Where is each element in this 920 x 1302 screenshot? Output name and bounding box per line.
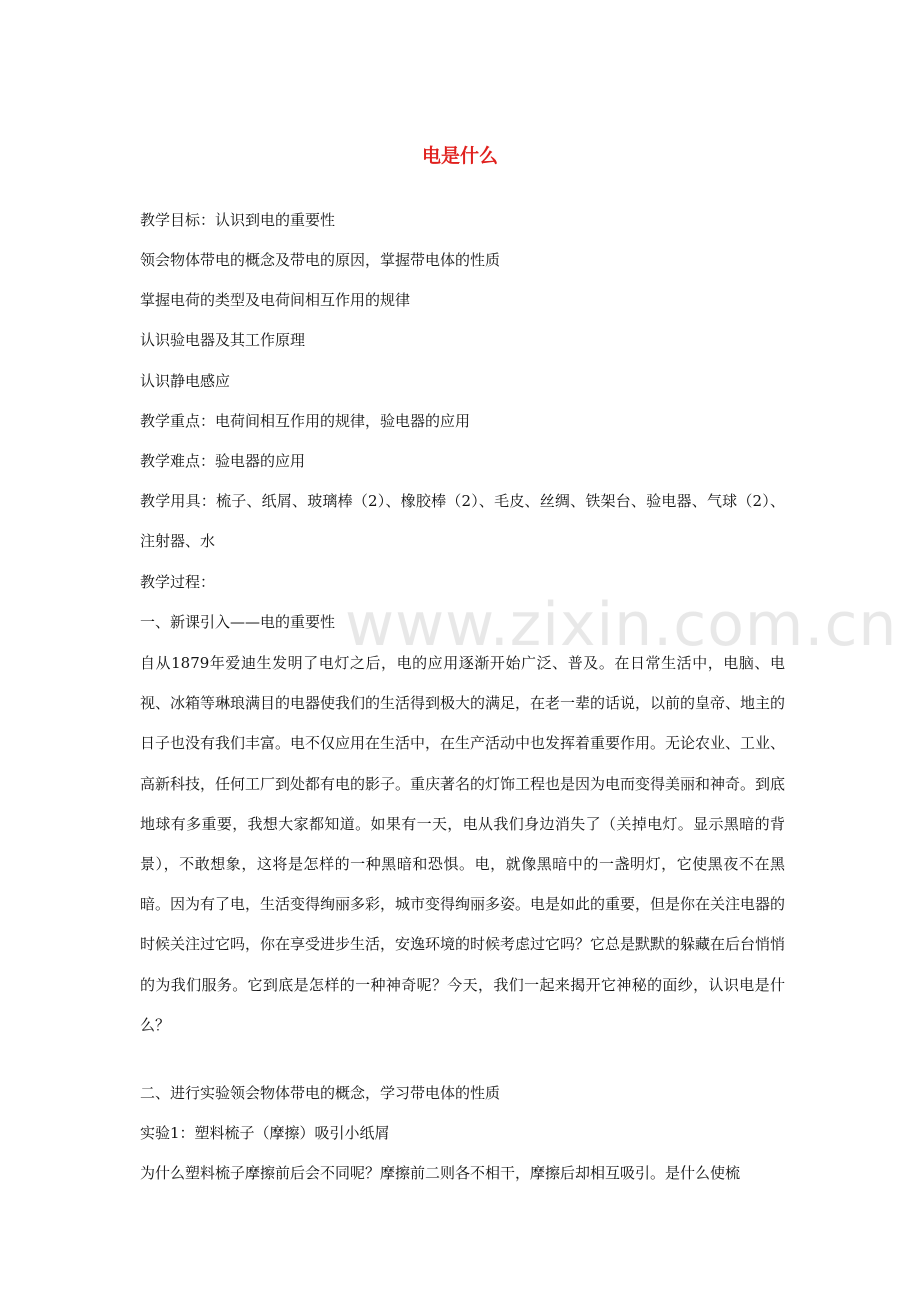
goal-item: 认识静电感应 [140, 372, 231, 390]
section-2-heading: 二、进行实验领会物体带电的概念，学习带电体的性质 [140, 1084, 501, 1102]
watermark: www.zixin.com.cn [345, 590, 898, 660]
section-1-body: 自从1879年爱迪生发明了电灯之后，电的应用逐渐开始广泛、普及。在日常生活中，电脑、电视、冰箱等琳琅满目的电器使我们的生活得到极大的满足，在老一辈的话说，以前的皇帝、地主的日子也没有我们丰富。电不仅应用在生活中，在生产活动中也发挥着重要作用。无论农业、工业、高新科技，任何工厂到处都有电的影子。重庆著名的灯饰工程也是因为电而变得美丽和神奇。到底地球有多重要，我想大家都知道。如果有一天，电从我们身边消失了（关掉电灯。显示黑暗的背景），不敢想象，这将是怎样的一种黑暗和恐惧。电，就像黑暗中的一盏明灯，它使黑夜不在黑暗。因为有了电，生活变得绚丽多彩，城市变得绚丽多姿。电是如此的重要，但是你在关注电器的时候关注过它吗，你在享受进步生活，安逸环境的时候考虑过它吗？它总是默默的躲藏在后台悄悄的为我们服务。它到底是怎样的一种神奇呢？今天，我们一起来揭开它神秘的面纱，认识电是什么？ [140, 654, 786, 1034]
teaching-goal: 教学目标：认识到电的重要性 [140, 211, 336, 229]
section-2-body: 为什么塑料梳子摩擦前后会不同呢？摩擦前二则各不相干，摩擦后却相互吸引。是什么使梳 [140, 1164, 741, 1182]
key-point: 教学重点：电荷间相互作用的规律，验电器的应用 [140, 412, 471, 430]
goal-item: 领会物体带电的概念及带电的原因，掌握带电体的性质 [140, 251, 501, 269]
experiment-1: 实验1：塑料梳子（摩擦）吸引小纸屑 [140, 1124, 390, 1142]
teaching-tools: 教学用具：梳子、纸屑、玻璃棒（2）、橡胶棒（2）、毛皮、丝绸、铁架台、验电器、气球（2）、注射器、水 [140, 492, 785, 551]
goal-item: 掌握电荷的类型及电荷间相互作用的规律 [140, 291, 411, 309]
section-1-heading: 一、新课引入——电的重要性 [140, 613, 336, 631]
goal-item: 认识验电器及其工作原理 [140, 331, 306, 349]
document-title: 电是什么 [421, 145, 498, 167]
difficulty: 教学难点：验电器的应用 [140, 452, 306, 470]
process-label: 教学过程： [140, 573, 216, 591]
